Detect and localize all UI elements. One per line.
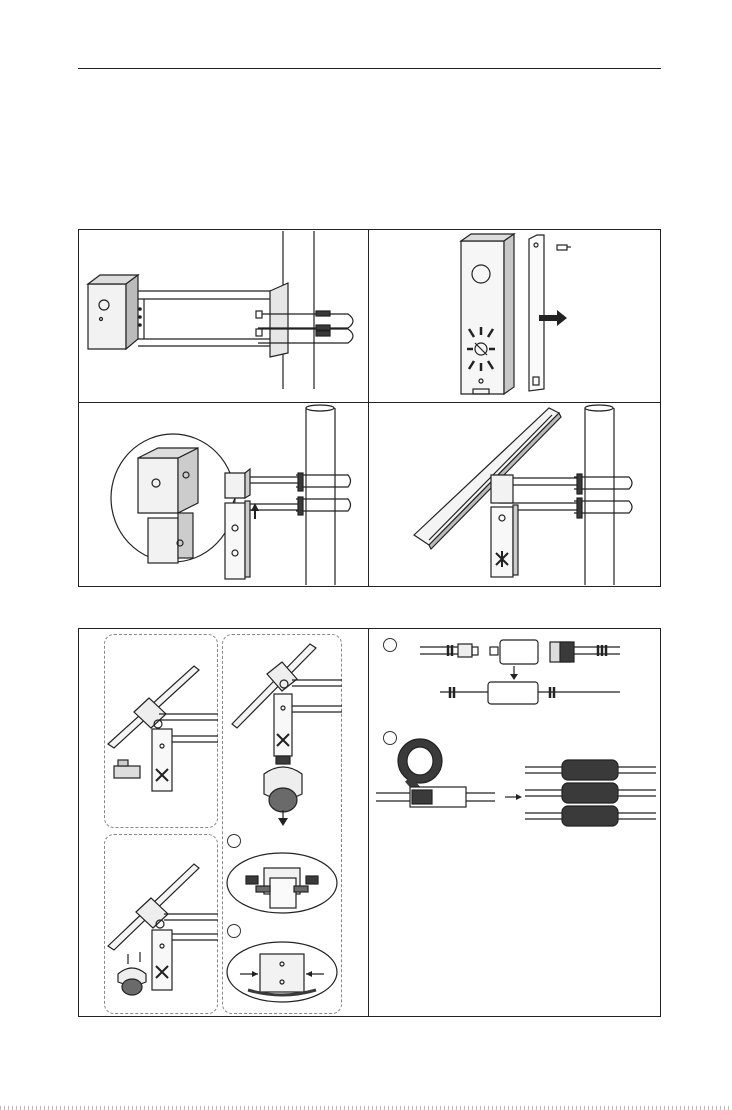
step-marker-c <box>227 924 241 938</box>
step-marker-cable <box>383 638 397 652</box>
step-2-drawing <box>369 229 661 402</box>
camera-mount-dome-illustration <box>222 634 342 830</box>
header-rule <box>78 68 661 69</box>
waterproof-taping-illustration <box>370 735 660 830</box>
bracket-detail-b-illustration <box>222 848 342 918</box>
page-bottom-edge <box>0 1106 732 1110</box>
cable-connection-drawing <box>410 632 660 712</box>
camera-mount-bottom-drawing <box>104 834 218 1014</box>
camera-mount-bullet-drawing <box>104 634 218 828</box>
step-3-illustration <box>78 403 368 587</box>
step-marker-b <box>227 834 241 848</box>
step-4-illustration <box>369 403 661 587</box>
step-1-illustration <box>78 229 368 402</box>
step-4-drawing <box>369 403 661 587</box>
bracket-detail-c-drawing <box>222 938 342 1008</box>
camera-mount-bullet-illustration <box>104 634 218 828</box>
waterproof-taping-drawing <box>370 735 660 830</box>
bracket-detail-b-drawing <box>222 848 342 918</box>
figure-2-divider-vertical <box>368 628 369 1017</box>
camera-mount-bottom-illustration <box>104 834 218 1014</box>
camera-mount-dome-drawing <box>222 634 342 830</box>
step-2-illustration <box>369 229 661 402</box>
bracket-detail-c-illustration <box>222 938 342 1008</box>
cable-connection-illustration <box>410 632 660 712</box>
step-3-drawing <box>78 403 368 587</box>
step-1-drawing <box>78 229 368 402</box>
